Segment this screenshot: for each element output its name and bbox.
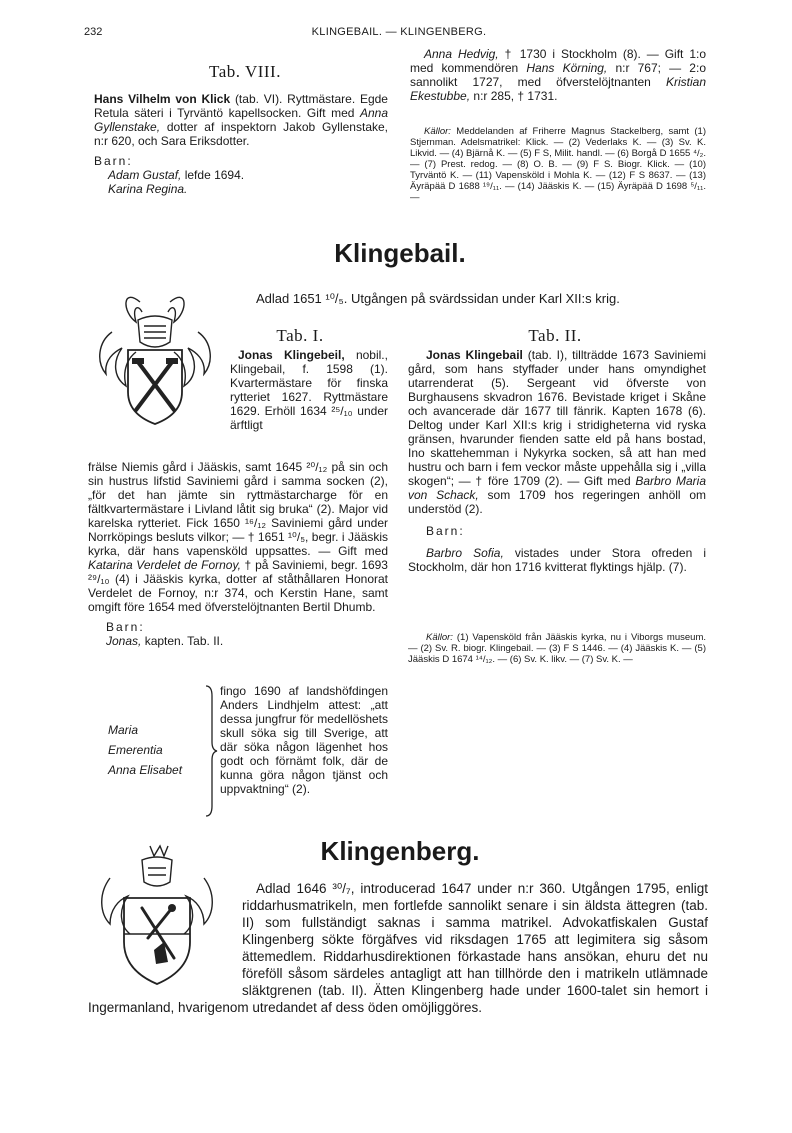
child-name: Adam Gustaf, (108, 168, 182, 182)
sources-block (410, 126, 706, 203)
person-name: Jonas Klingebail (426, 348, 523, 362)
section-title-klingebail: Klingebail. (334, 238, 466, 268)
tab-ii-entry (408, 348, 706, 574)
child-text: lefde 1694. (184, 168, 245, 182)
person-text: nobil., Klingebail, f. 1598 (1). Kvartermästare för finska rytteriet 1627. Ryttmästare 1629. Erhöll 1634 ²⁵/₁₀ under ärftligt (230, 348, 388, 432)
klingenberg-intro: Adlad 1646 ³⁰/₇, introducerad 1647 under n:r 360. Utgången 1795, enligt riddarhusmatrikeln, men fortlefde sannolikt senare i sin äldsta ättegren (tab. II) som fullständigt saknas i samma matrikel. Advokatfiskalen Gustaf Klingenberg sökte förgäfves vid riksdagen 1765 att legimitera sig såsom ättemedlem. Riddarhusdirektionen förkastade hans ansökan, ehuru det nu föreföll såsom särdeles antagligt att han tillhörde den i matrikeln utlämnade släktgrenen (tab. II). Ätten Klingenberg hade under 1600-talet sin hemort i Ingermanland, hvarigenom utredandet af dess öden omöjliggöres. (88, 881, 708, 1015)
child-text: n:r 285, † 1731. (473, 89, 558, 103)
child-name: Jonas, (106, 634, 142, 648)
page-number: 232 (84, 26, 103, 38)
tab-viii-continuation (410, 47, 706, 103)
tab-i-entry-top (230, 348, 388, 432)
spouse-name: Barbro Maria von Schack, (408, 474, 706, 502)
tab-viii-heading: Tab. VIII. (209, 62, 281, 81)
sources-block (408, 632, 706, 665)
brace (204, 684, 218, 823)
tab-viii-entry (94, 92, 388, 196)
husband-name: Hans Körning, (526, 61, 608, 75)
klingebail-intro: Adlad 1651 ¹⁰/₅. Utgången på svärdssidan under Karl XII:s krig. (256, 291, 620, 306)
child-name: Barbro Sofia, (426, 546, 504, 560)
child-text: † 1730 i Stockholm (8). — Gift 1:o med kommendören (410, 47, 706, 75)
tab-i-heading: Tab. I. (276, 326, 324, 345)
daughters-text: fingo 1690 af landshöfdingen Anders Lindhjelm attest: „att dessa jungfrur för medellöshets skull söka sig till Sverige, att där söka någon lägenhet hos godt och förnämt folk, där de kunna göra någon tjänst och uppvaktning“ (2). (220, 684, 388, 796)
child-name: Anna Hedvig, (424, 47, 499, 61)
child-text: vistades under Stora ofreden i Stockholm, där hon 1716 kvitterat flyktings hjälp. (7). (408, 546, 706, 574)
person-text-2: dotter af inspektorn Jakob Gyllenstake, n:r 620, och Sara Eriksdotter. (94, 120, 388, 148)
person-text: (tab. VI). Ryttmästare. Egde Retula säteri i Tyrväntö kapellsocken. Gift med (94, 92, 388, 120)
sources-label: Källor: (424, 126, 451, 137)
daughter-name: Anna Elisabet (108, 763, 183, 777)
person-name: Hans Vilhelm von Klick (94, 92, 231, 106)
daughters-list (108, 720, 204, 780)
children-label: Barn: (426, 524, 465, 538)
running-title: KLINGEBAIL. — KLINGENBERG. (311, 26, 487, 38)
husband-name: Kristian Ekestubbe, (410, 75, 706, 103)
coat-of-arms-klingebail (92, 282, 218, 432)
person-name: Jonas Klingebeil, (238, 348, 345, 362)
daughter-name: Maria (108, 723, 139, 737)
person-text: som 1709 hos regeringen anhöll om understöd (2). (408, 488, 706, 516)
person-text: frälse Niemis gård i Jääskis, samt 1645 ²⁰/₁₂ på sin och sin hustrus lifstid Saviniemi gård i samma socken (2), „för det han jämte sin ryttmästarcharge för en fältkvartermästare i Livland låtit sig bruka“ (2). Major vid karelska rytteriet. Fick 1650 ¹⁶/₁₂ Saviniemi gård under Norrköpings besluts vilkor; — † 1651 ¹⁰/₅, begr. i Jääskis kyrka, där hans vapensköld uppsattes. — Gift med (88, 460, 388, 558)
klingenberg-intro-wrap (88, 880, 708, 1016)
child-text: kapten. Tab. II. (144, 634, 224, 648)
spouse-name: Anna Gyllenstake, (94, 106, 388, 134)
section-title-klingenberg: Klingenberg. (320, 836, 480, 866)
children-label: Barn: (94, 154, 133, 168)
child-name: Karina Regina. (108, 182, 188, 196)
sources-label: Källor: (426, 632, 453, 643)
person-text: (tab. I), tillträdde 1673 Saviniemi gård, som hans styffader under hans omyndighet utarrenderat (5). Sergeant vid öfverste von Burghausens skvadron 1676. Bevistade kriget i Skåne och avancerade där 1677 till fänrik. Kapten 1678 (6). Deltog under Karl XII:s krig i stridigheterna vid ryska gränsen, hvarunder fienden satte eld på hans bostad, Ino skattehemman i Nykyrka socken, så att han med hustru och barn i fem veckor måste uppehålla sig i „villa skogen“; — † före 1709 (2). — Gift med (408, 348, 706, 488)
child-text: n:r 767; — 2:o sannolikt 1727, med öfverstelöjtnanten (410, 61, 706, 89)
sources-text: (1) Vapensköld från Jääskis kyrka, nu i Viborgs museum. — (2) Sv. R. biogr. Klingebail. — (3) F S 1446. — (4) Jääskis K. — (5) Jääskis D 1674 ¹⁴/₁₂. — (6) Sv. K. likv. — (7) Sv. K. — (408, 632, 707, 665)
tab-i-entry (88, 460, 388, 648)
spouse-name: Katarina Verdelet de Fornoy, (88, 558, 241, 572)
daughter-name: Emerentia (108, 743, 163, 757)
sources-text: Meddelanden af Friherre Magnus Stackelberg, samt (1) Stjernman. Adelsmatrikel: Klick. — (2) Vederlaks K. — (3) Sv. K. Likvid. — (4) Bjärnå K. — (5) F S, Milit. handl. — (6) Borgå D 1655 ⁴/₂. — (7) Prest. redog. — (8) O. B. — (9) F S. Biogr. Klick. — (10) Tyrväntö K. — (11) Vapensköld i Mohla K. — (12) F S 8637. — (13) Äyräpää D 1688 ¹⁹/₁₁. — (14) Jääskis K. — (15) Äyräpää D 1698 ⁵/₁₁. — (410, 126, 706, 203)
person-text: † på Saviniemi, begr. 1693 ²⁹/₁₀ (4) i Jääskis kyrka, dotter af ståthållaren Honorat Verdelet de Fornoy, n:r 374, och Kerstin Hane, samt omgift före 1654 med öfverstelöjtnanten Bertil Dhumb. (88, 558, 388, 614)
tab-ii-heading: Tab. II. (528, 326, 582, 345)
children-label: Barn: (106, 620, 145, 634)
